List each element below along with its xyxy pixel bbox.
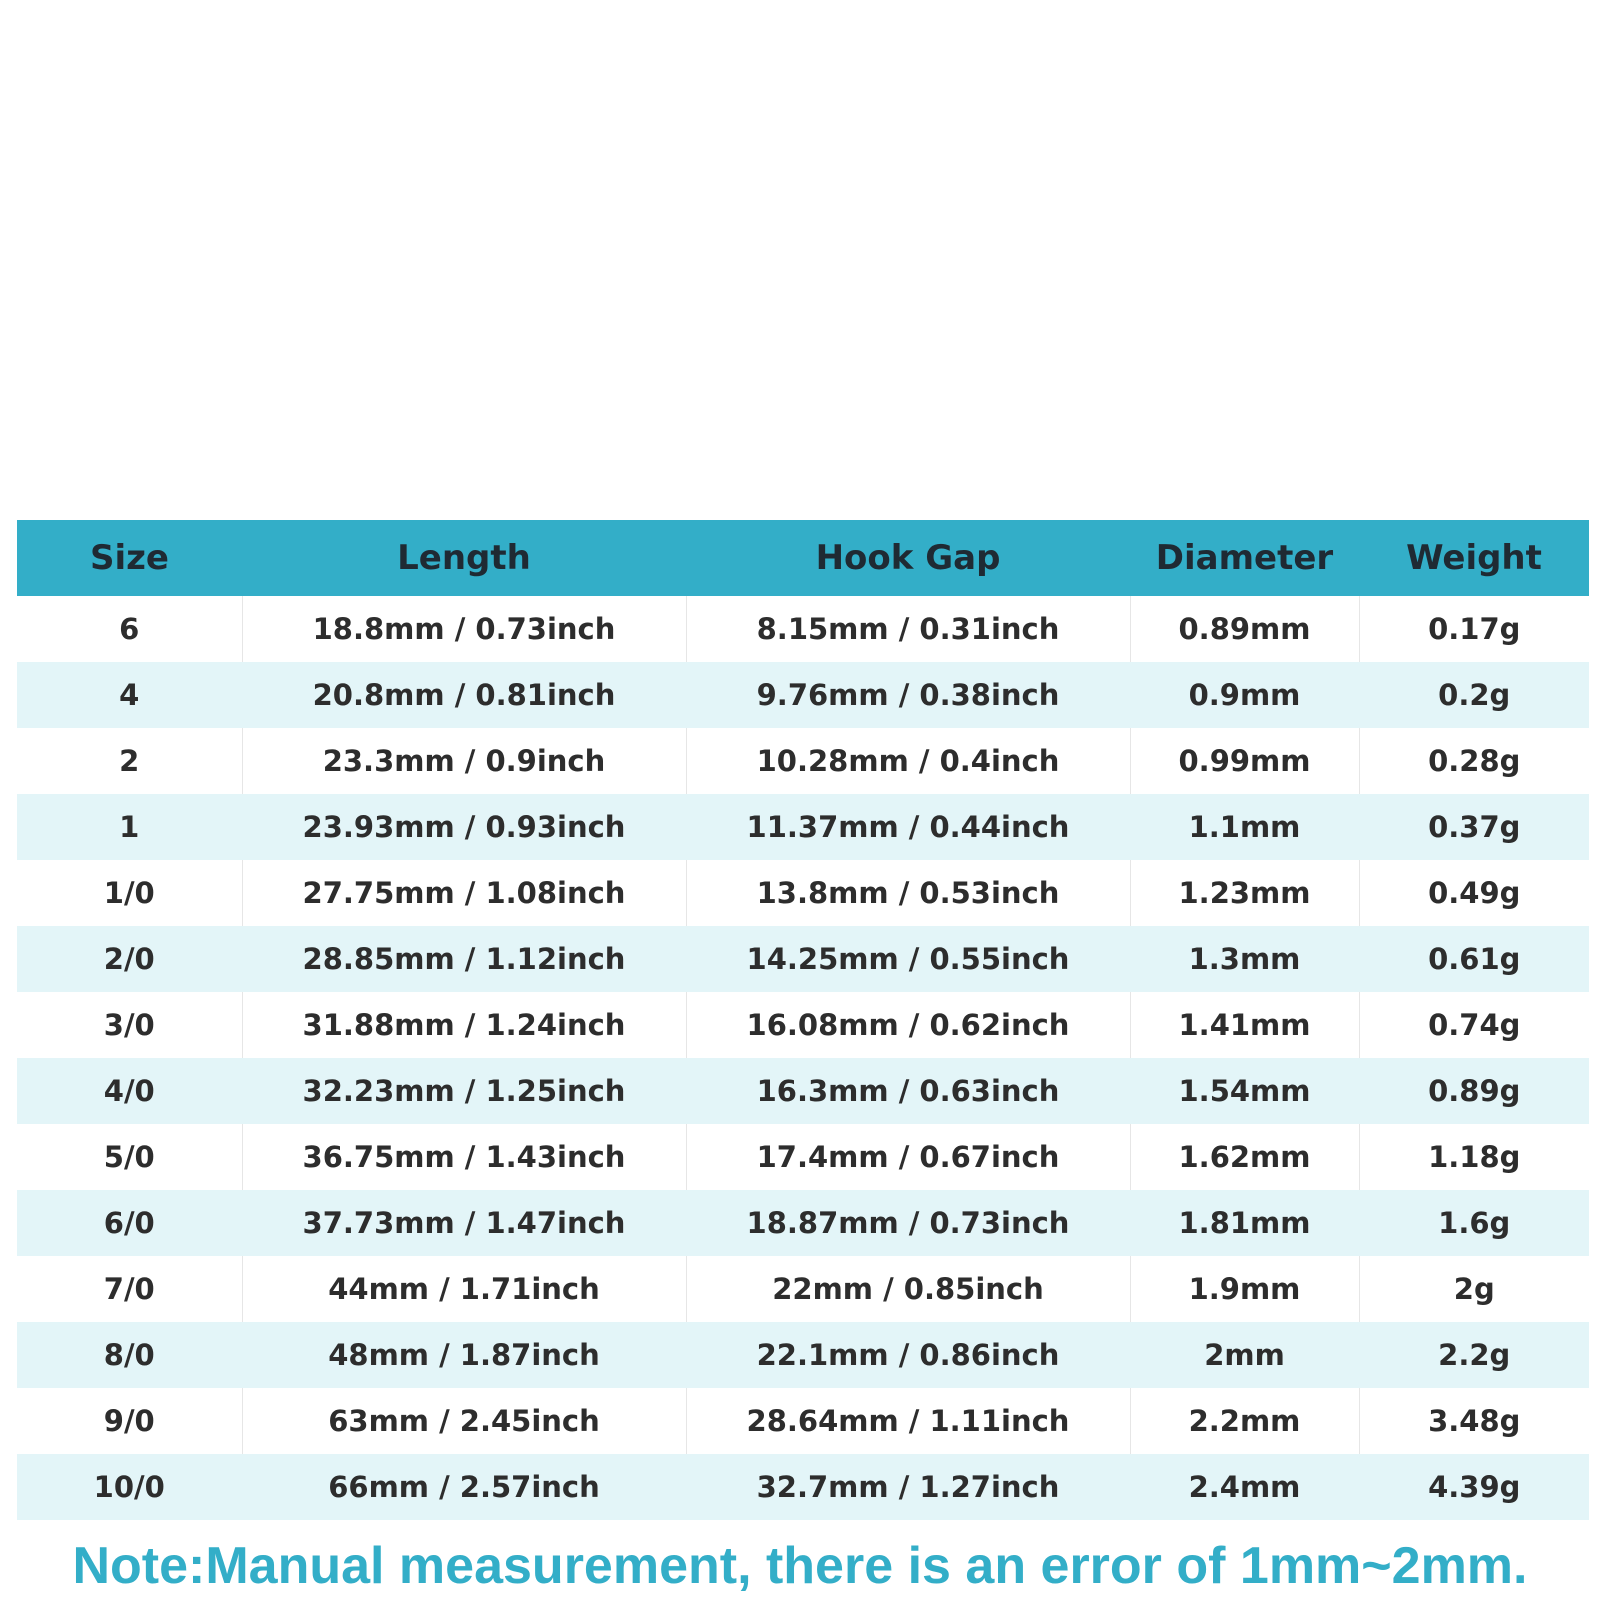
cell-size: 9/0 [17, 1388, 242, 1454]
cell-weight: 0.49g [1359, 860, 1589, 926]
cell-length: 66mm / 2.57inch [242, 1454, 686, 1520]
cell-size: 4 [17, 662, 242, 728]
table-header [17, 520, 1589, 596]
cell-size: 10/0 [17, 1454, 242, 1520]
table-row [17, 860, 1589, 926]
table-row [17, 1124, 1589, 1190]
cell-weight: 2.2g [1359, 1322, 1589, 1388]
cell-hook-gap: 28.64mm / 1.11inch [686, 1388, 1130, 1454]
table-row [17, 1058, 1589, 1124]
cell-diameter: 1.62mm [1130, 1124, 1359, 1190]
cell-weight: 1.18g [1359, 1124, 1589, 1190]
table-body [17, 596, 1589, 1520]
cell-length: 32.23mm / 1.25inch [242, 1058, 686, 1124]
cell-length: 37.73mm / 1.47inch [242, 1190, 686, 1256]
cell-weight: 0.2g [1359, 662, 1589, 728]
cell-length: 63mm / 2.45inch [242, 1388, 686, 1454]
cell-weight: 0.89g [1359, 1058, 1589, 1124]
cell-size: 7/0 [17, 1256, 242, 1322]
cell-length: 44mm / 1.71inch [242, 1256, 686, 1322]
cell-weight: 3.48g [1359, 1388, 1589, 1454]
cell-size: 1/0 [17, 860, 242, 926]
table-row [17, 794, 1589, 860]
cell-length: 27.75mm / 1.08inch [242, 860, 686, 926]
cell-weight: 4.39g [1359, 1454, 1589, 1520]
cell-hook-gap: 14.25mm / 0.55inch [686, 926, 1130, 992]
cell-diameter: 0.99mm [1130, 728, 1359, 794]
cell-diameter: 0.89mm [1130, 596, 1359, 662]
cell-weight: 1.6g [1359, 1190, 1589, 1256]
cell-weight: 0.37g [1359, 794, 1589, 860]
cell-weight: 0.17g [1359, 596, 1589, 662]
cell-size: 2 [17, 728, 242, 794]
cell-diameter: 1.23mm [1130, 860, 1359, 926]
cell-length: 20.8mm / 0.81inch [242, 662, 686, 728]
table-row [17, 1190, 1589, 1256]
cell-length: 18.8mm / 0.73inch [242, 596, 686, 662]
cell-diameter: 2.2mm [1130, 1388, 1359, 1454]
cell-diameter: 1.41mm [1130, 992, 1359, 1058]
cell-hook-gap: 13.8mm / 0.53inch [686, 860, 1130, 926]
cell-size: 6/0 [17, 1190, 242, 1256]
cell-diameter: 1.54mm [1130, 1058, 1359, 1124]
cell-hook-gap: 17.4mm / 0.67inch [686, 1124, 1130, 1190]
cell-size: 2/0 [17, 926, 242, 992]
cell-hook-gap: 8.15mm / 0.31inch [686, 596, 1130, 662]
header-length: Length [242, 520, 686, 596]
table-row [17, 1454, 1589, 1520]
cell-length: 31.88mm / 1.24inch [242, 992, 686, 1058]
table-row [17, 1322, 1589, 1388]
cell-size: 6 [17, 596, 242, 662]
cell-diameter: 1.3mm [1130, 926, 1359, 992]
cell-hook-gap: 10.28mm / 0.4inch [686, 728, 1130, 794]
cell-diameter: 1.81mm [1130, 1190, 1359, 1256]
header-weight: Weight [1359, 520, 1589, 596]
measurement-note: Note:Manual measurement, there is an error of 1mm~2mm. [72, 1537, 1528, 1595]
cell-hook-gap: 22mm / 0.85inch [686, 1256, 1130, 1322]
cell-hook-gap: 32.7mm / 1.27inch [686, 1454, 1130, 1520]
header-diameter: Diameter [1130, 520, 1359, 596]
header-row [17, 520, 1589, 596]
cell-diameter: 1.9mm [1130, 1256, 1359, 1322]
cell-hook-gap: 16.3mm / 0.63inch [686, 1058, 1130, 1124]
header-hook-gap: Hook Gap [686, 520, 1130, 596]
hook-size-table [17, 520, 1589, 1520]
cell-hook-gap: 22.1mm / 0.86inch [686, 1322, 1130, 1388]
cell-length: 36.75mm / 1.43inch [242, 1124, 686, 1190]
table-row [17, 1256, 1589, 1322]
table-row [17, 596, 1589, 662]
cell-diameter: 2mm [1130, 1322, 1359, 1388]
table-row [17, 662, 1589, 728]
cell-hook-gap: 11.37mm / 0.44inch [686, 794, 1130, 860]
cell-size: 1 [17, 794, 242, 860]
cell-weight: 0.28g [1359, 728, 1589, 794]
cell-size: 5/0 [17, 1124, 242, 1190]
cell-hook-gap: 18.87mm / 0.73inch [686, 1190, 1130, 1256]
table-row [17, 926, 1589, 992]
cell-diameter: 2.4mm [1130, 1454, 1359, 1520]
table-row [17, 728, 1589, 794]
cell-size: 3/0 [17, 992, 242, 1058]
table-row [17, 1388, 1589, 1454]
cell-hook-gap: 9.76mm / 0.38inch [686, 662, 1130, 728]
cell-weight: 0.74g [1359, 992, 1589, 1058]
cell-length: 23.93mm / 0.93inch [242, 794, 686, 860]
cell-length: 28.85mm / 1.12inch [242, 926, 686, 992]
cell-size: 4/0 [17, 1058, 242, 1124]
cell-weight: 0.61g [1359, 926, 1589, 992]
cell-length: 23.3mm / 0.9inch [242, 728, 686, 794]
cell-diameter: 0.9mm [1130, 662, 1359, 728]
table-row [17, 992, 1589, 1058]
cell-diameter: 1.1mm [1130, 794, 1359, 860]
cell-hook-gap: 16.08mm / 0.62inch [686, 992, 1130, 1058]
cell-size: 8/0 [17, 1322, 242, 1388]
cell-weight: 2g [1359, 1256, 1589, 1322]
cell-length: 48mm / 1.87inch [242, 1322, 686, 1388]
header-size: Size [17, 520, 242, 596]
